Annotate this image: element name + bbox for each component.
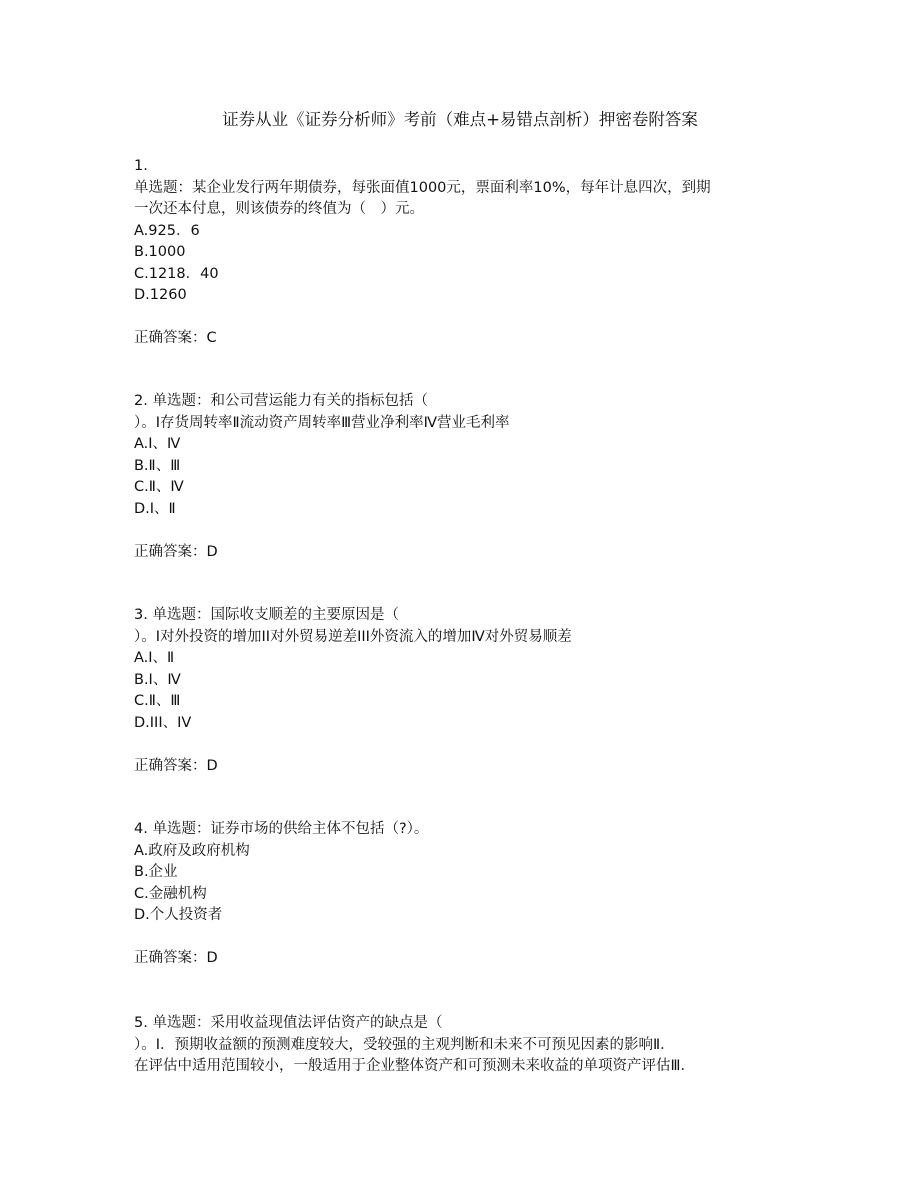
question-number: 1. bbox=[134, 158, 148, 174]
option-a: A.925．6 bbox=[134, 222, 200, 239]
option-c: C.1218．40 bbox=[134, 265, 219, 282]
question-3 bbox=[134, 605, 794, 777]
question-stem: 2. 单选题：和公司营运能力有关的指标包括（ bbox=[134, 393, 428, 409]
option-b: B.1000 bbox=[134, 244, 186, 260]
question-5 bbox=[134, 1013, 794, 1078]
question-stem-continued: 在评估中适用范围较小，一般适用于企业整体资产和可预测未来收益的单项资产评估Ⅲ． bbox=[134, 1058, 695, 1074]
correct-answer: 正确答案：C bbox=[134, 330, 217, 346]
option-d: D.个人投资者 bbox=[134, 907, 223, 923]
option-c: C.Ⅱ、Ⅲ bbox=[134, 693, 181, 709]
question-stem: 5. 单选题：采用收益现值法评估资产的缺点是（ bbox=[134, 1015, 443, 1031]
correct-answer: 正确答案：D bbox=[134, 950, 218, 966]
question-stem-continued: 一次还本付息，则该债券的终值为（ ）元。 bbox=[134, 201, 424, 217]
correct-answer: 正确答案：D bbox=[134, 543, 218, 560]
question-1 bbox=[134, 156, 794, 350]
question-4 bbox=[134, 819, 794, 970]
option-a: A.政府及政府机构 bbox=[134, 842, 250, 859]
question-stem: 3. 单选题：国际收支顺差的主要原因是（ bbox=[134, 607, 399, 623]
correct-answer: 正确答案：D bbox=[134, 757, 218, 774]
page-title: 证券从业《证券分析师》考前（难点+易错点剖析）押密卷附答案 bbox=[222, 110, 698, 129]
option-c: C.金融机构 bbox=[134, 885, 207, 902]
option-c: C.Ⅱ、Ⅳ bbox=[134, 479, 184, 495]
question-stem: 4. 单选题：证券市场的供给主体不包括（?）。 bbox=[134, 821, 429, 837]
question-stem-continued: ）。I对外投资的增加II对外贸易逆差III外资流入的增加Ⅳ对外贸易顺差 bbox=[134, 628, 572, 645]
option-b: B.I、Ⅳ bbox=[134, 671, 181, 688]
option-a: A.Ⅰ、Ⅳ bbox=[134, 436, 181, 452]
option-d: D.1260 bbox=[134, 287, 187, 303]
question-stem-continued: ）。Ⅰ存货周转率Ⅱ流动资产周转率Ⅲ营业净利率Ⅳ营业毛利率 bbox=[134, 414, 510, 431]
option-d: D.III、IV bbox=[134, 714, 192, 731]
option-d: D.Ⅰ、Ⅱ bbox=[134, 500, 176, 517]
option-b: B.Ⅱ、Ⅲ bbox=[134, 457, 181, 474]
question-2 bbox=[134, 391, 794, 563]
question-stem-continued: ）。Ⅰ．预期收益额的预测难度较大，受较强的主观判断和未来不可预见因素的影响Ⅱ． bbox=[134, 1036, 675, 1053]
option-a: A.I、Ⅱ bbox=[134, 650, 175, 666]
option-b: B.企业 bbox=[134, 864, 178, 880]
question-stem: 单选题：某企业发行两年期债券，每张面值1000元，票面利率10%，每年计息四次，到期 bbox=[134, 179, 711, 196]
